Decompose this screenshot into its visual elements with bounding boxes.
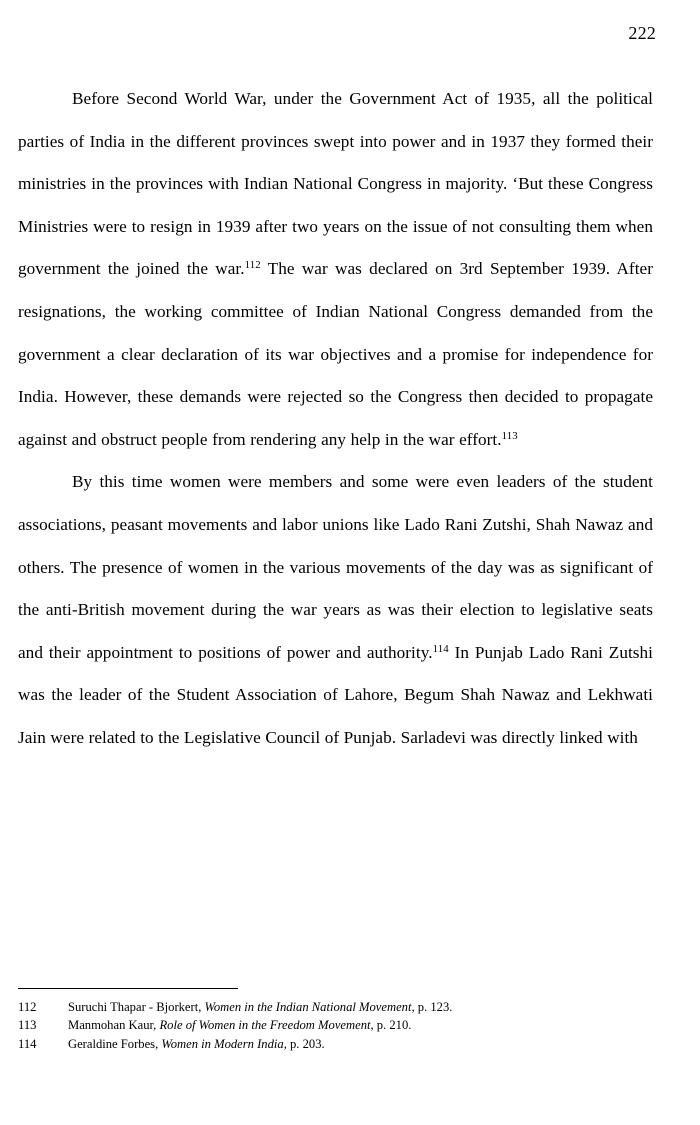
footnote-citation: Suruchi Thapar - Bjorkert, Women in the Indian National Movement, p. 123. [68, 1000, 453, 1014]
footnote-separator-rule [18, 988, 238, 989]
citation-title: Role of Women in the Freedom Movement [159, 1018, 371, 1033]
citation-title: , Women in Modern India [155, 1036, 284, 1051]
footnote-marker: 114 [432, 642, 449, 655]
footnote-marker: 112 [244, 259, 261, 272]
footnote-number: 113 [18, 1018, 37, 1033]
footnote-number: 114 [18, 1036, 37, 1051]
footnote-citation: Geraldine Forbes, Women in Modern India, p. 203. [68, 1036, 325, 1051]
page-number: 222 [628, 23, 656, 43]
body-text-block [18, 78, 653, 760]
body-paragraph: Before Second World War, under the Government Act of 1935, all the political parties of India in the different provinces swept into power and in 1937 they formed their ministries in the provinces with Indian National Congress in majority. ‘But these Congress Ministries were to resign in 1939 after two years on the issue of not consulting them when government the joined the war.$^{112}$ The war was declared on 3rd September 1939. After resignations, the working committee of Indian National Congress demanded from the government a clear declaration of its war objectives and a promise for independence for India. However, these demands were rejected so the Congress then decided to propagate against and obstruct people from rendering any help in the war effort.$^{113}$ [18, 89, 653, 449]
footnote-number: 112 [18, 1000, 37, 1014]
footnote-marker: 113 [501, 429, 518, 442]
footnote-item [18, 1016, 658, 1034]
footnote-item [18, 1035, 658, 1053]
body-paragraph: By this time women were members and some were even leaders of the student associations, peasant movements and labor unions like Lado Rani Zutshi, Shah Nawaz and others. The presence of women in the various movements of the day was as significant of the anti-British movement during the war years as was their election to legislative seats and their appointment to positions of power and authority.$^{114}$ In Punjab Lado Rani Zutshi was the leader of the Student Association of Lahore, Begum Shah Nawaz and Lekhwati Jain were related to the Legislative Council of Punjab. Sarladevi was directly linked with [18, 472, 653, 747]
footnote-section [18, 988, 658, 1053]
citation-title: Women in the Indian National Movement [204, 1000, 412, 1014]
footnote-item [18, 998, 658, 1016]
footnote-citation: Manmohan Kaur, Role of Women in the Freedom Movement, p. 210. [68, 1018, 412, 1033]
